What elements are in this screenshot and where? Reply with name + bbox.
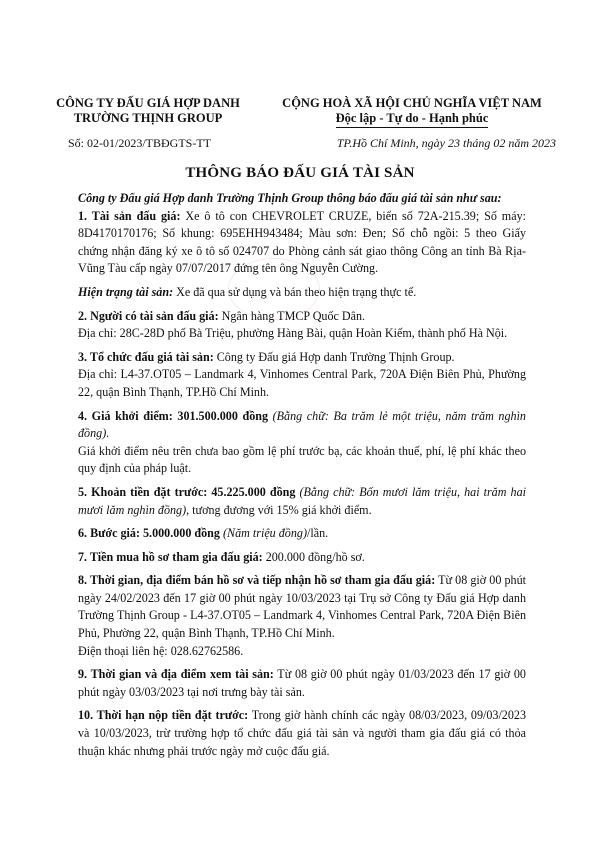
- section-5: [78, 484, 526, 519]
- section-1-label: 1. Tài sản đấu giá:: [78, 208, 181, 223]
- section-7: [78, 549, 526, 567]
- section-4-note: Giá khởi điểm nêu trên chưa bao gồm lệ phí trước bạ, các khoản thuế, phí, lệ phí khác theo quy định của pháp luật.: [78, 443, 526, 476]
- national-motto: Độc lập - Tự do - Hạnh phúc: [336, 111, 489, 128]
- document-date: TP.Hồ Chí Minh, ngày 23 tháng 02 năm 2023: [336, 136, 556, 150]
- section-9-text: Từ 08 giờ 00 phút ngày 01/03/2023 đến 17 giờ 00 phút ngày 03/03/2023 tại nơi trưng bày tài sản.: [78, 667, 526, 699]
- section-8-text: Từ 08 giờ 00 phút ngày 24/02/2023 đến 17 giờ 00 phút ngày 10/03/2023 tại Trụ sở Công ty Đấu giá Hợp danh Trường Thịnh Group - L4-37.OT05 – Landmark 4, Vinhomes Central Park, 720A Điện Biên Phủ, Phường 22, quận Bình Thạnh, TP.Hồ Chí Minh.: [78, 573, 526, 641]
- section-5-words: (Bằng chữ: Bốn mươi lăm triệu, hai trăm hai mươi lăm nghìn đồng),: [78, 484, 526, 517]
- section-4: [78, 408, 526, 443]
- section-4-label: 4. Giá khởi điểm: 301.500.000 đồng: [78, 408, 269, 423]
- section-3-address: Địa chỉ: L4-37.OT05 – Landmark 4, Vinhomes Central Park, 720A Điện Biên Phủ, Phường 22, quận Bình Thạnh, TP.Hồ Chí Minh.: [78, 367, 526, 399]
- section-2-text: Ngân hàng TMCP Quốc Dân.: [218, 308, 366, 323]
- section-5-text: tương đương với 15% giá khởi điểm.: [189, 502, 372, 517]
- section-1: [78, 208, 526, 278]
- section-7-text: 200.000 đồng/hồ sơ.: [262, 549, 365, 564]
- section-3-text: Công ty Đấu giá Hợp danh Trường Thịnh Group.: [213, 349, 455, 364]
- nation-name: CỘNG HOÀ XÃ HỘI CHỦ NGHĨA VIỆT NAM: [282, 96, 542, 110]
- section-4-words: (Bằng chữ: Ba trăm lẻ một triệu, năm trăm nghìn đồng).: [78, 408, 526, 441]
- document-title: THÔNG BÁO ĐẤU GIÁ TÀI SẢN: [185, 165, 415, 181]
- section-8: [78, 572, 526, 642]
- intro-line: Công ty Đấu giá Hợp danh Trường Thịnh Group thông báo đấu giá tài sản như sau:: [78, 191, 502, 205]
- section-2: [78, 308, 526, 326]
- asset-status-label: Hiện trạng tài sản:: [78, 284, 174, 299]
- section-6-label: 6. Bước giá: 5.000.000 đồng: [78, 526, 220, 541]
- section-10: [78, 707, 526, 760]
- section-6: [78, 525, 526, 543]
- org-name-line1: CÔNG TY ĐẤU GIÁ HỢP DANH: [56, 96, 240, 110]
- section-2-label: 2. Người có tài sản đấu giá:: [78, 308, 219, 323]
- section-1-text: Xe ô tô con CHEVROLET CRUZE, biển số 72A-215.39; Số máy: 8D4170170176; Số khung: 695EHH943484; Màu sơn: Đen; Số chỗ ngồi: 5 theo Giấy chứng nhận đăng ký xe ô tô số 024707 do Phòng cảnh sát giao thông Công an tỉnh Bà Rịa- Vũng Tàu cấp ngày 07/07/2017 đứng tên ông Nguyễn Cường.: [78, 208, 526, 276]
- section-8-phone: Điện thoại liên hệ: 028.62762586.: [78, 643, 244, 658]
- section-6-text: /lần.: [306, 526, 329, 541]
- section-6-words: (Năm triệu đồng): [219, 526, 307, 541]
- section-8-label: 8. Thời gian, địa điểm bán hồ sơ và tiếp nhận hồ sơ tham gia đấu giá:: [78, 573, 436, 588]
- document-number: Số: 02-01/2023/TBĐGTS-TT: [68, 136, 211, 150]
- asset-status: [78, 284, 526, 302]
- section-9: [78, 666, 526, 701]
- section-9-label: 9. Thời gian và địa điểm xem tài sản:: [78, 667, 274, 682]
- national-header: [268, 96, 556, 128]
- section-7-label: 7. Tiền mua hồ sơ tham gia đấu giá:: [78, 549, 263, 564]
- section-2-address: Địa chỉ: 28C-28D phố Bà Triệu, phường Hàng Bài, quận Hoàn Kiếm, thành phố Hà Nội.: [78, 326, 508, 341]
- organization-header: [48, 96, 248, 126]
- section-5-label: 5. Khoản tiền đặt trước: 45.225.000 đồng: [78, 484, 296, 499]
- section-10-label: 10. Thời hạn nộp tiền đặt trước:: [78, 708, 249, 723]
- section-3: [78, 349, 526, 367]
- org-name-line2: TRƯỜNG THỊNH GROUP: [73, 111, 223, 125]
- section-3-label: 3. Tổ chức đấu giá tài sản:: [78, 349, 214, 364]
- asset-status-text: Xe đã qua sử dụng và bán theo hiện trạng thực tế.: [173, 284, 417, 299]
- document-body: [78, 190, 526, 760]
- section-10-text: Trong giờ hành chính các ngày 08/03/2023, 09/03/2023 và 10/03/2023, trừ trường hợp tổ chức đấu giá tài sản và người tham gia đấu giá có thỏa thuận khác nhưng phải trước ngày mở cuộc đấu giá.: [78, 708, 526, 758]
